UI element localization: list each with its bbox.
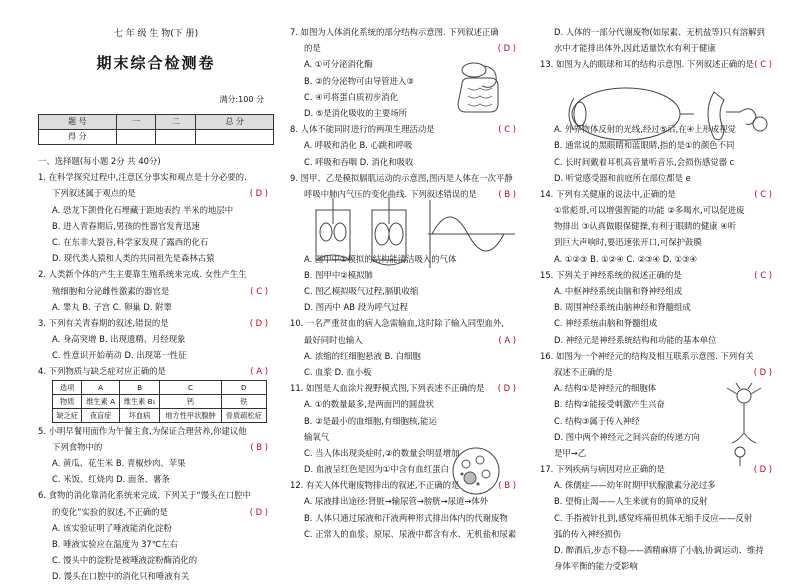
nutrient-cell: 骨质疏松症 bbox=[221, 408, 266, 422]
eyeball-outline bbox=[572, 88, 680, 140]
question-text: 身体平衡的能力受影响 bbox=[554, 561, 638, 572]
breathing-model-figure bbox=[310, 194, 520, 276]
answer-mark: ( A ) bbox=[498, 334, 516, 345]
question-text: C. 当人体出现炎症时,②的数量会明显增加 bbox=[304, 447, 460, 458]
grade-score-cell bbox=[116, 130, 156, 145]
nutrient-cell: 维生素 A bbox=[82, 394, 119, 408]
question-text: 12. 有关人体代谢废物排出的叙述,不正确的是 bbox=[290, 480, 460, 491]
question-text: A. 恐龙下颌骨化石埋藏于距地表约 半米的地层中 bbox=[52, 204, 234, 215]
question-line bbox=[290, 429, 522, 445]
question-line bbox=[38, 471, 274, 487]
grade-header-cell: 二 bbox=[156, 115, 196, 130]
grade-score-cell bbox=[156, 130, 196, 145]
question-text: 呼吸中肺内气压的变化曲线. 下列叙述错误的是 bbox=[304, 188, 477, 199]
small-intestine-coils bbox=[468, 88, 492, 106]
question-line bbox=[540, 267, 778, 283]
answer-mark: ( B ) bbox=[498, 480, 516, 491]
red-blood-cell bbox=[482, 470, 490, 478]
question-text: D. 醉酒后,步态不稳——酒精麻痹了小脑,协调运动、维持 bbox=[554, 545, 764, 555]
outer-ear-shape bbox=[708, 92, 724, 140]
answer-mark: ( C ) bbox=[754, 59, 772, 70]
question-text: 的是 bbox=[304, 43, 321, 54]
question-text: 的变化”实验的叙述,不正确的是 bbox=[52, 506, 168, 517]
question-line bbox=[38, 250, 274, 266]
exam-title: 期末综合检测卷 bbox=[96, 54, 216, 72]
question-text: 10. 一名严重贫血的病人急需输血,这时除了输入同型血外, bbox=[290, 318, 504, 329]
neuron-axon bbox=[732, 403, 756, 443]
nutrient-cell: A bbox=[82, 380, 119, 394]
nutrient-cell: 地方性甲状腺肿 bbox=[160, 408, 221, 422]
answer-mark: ( C ) bbox=[754, 269, 772, 280]
question-line bbox=[540, 56, 778, 72]
question-line bbox=[540, 493, 778, 509]
question-text: D. 图丙中 AB 段为呼气过程 bbox=[304, 302, 408, 313]
cochlea-shape bbox=[753, 117, 767, 131]
question-line bbox=[38, 266, 274, 282]
question-text: B. 通常说的黑眼睛和蓝眼睛,指的是①的颜色不同 bbox=[554, 140, 735, 151]
question-text: ①常彪哥,可以增强智能的功能 ②多喝水,可以促进废 bbox=[554, 205, 745, 216]
nutrient-table bbox=[52, 380, 267, 423]
question-text: 13. 如图为人的眼球和耳的结构示意图. 下列叙述正确的是 bbox=[540, 59, 754, 70]
question-line bbox=[38, 234, 274, 250]
question-line bbox=[540, 526, 778, 542]
full-score: 满分:100 分 bbox=[219, 95, 264, 104]
question-text: B. ②是最小的血细胞,有细胞核,能运 bbox=[304, 415, 437, 426]
nutrient-cell: 选项 bbox=[53, 380, 82, 394]
balloon-a-right bbox=[334, 223, 346, 241]
question-text: D. 馒头在口腔中的消化只和唾液有关 bbox=[52, 571, 190, 582]
microscope-field bbox=[453, 448, 499, 494]
question-text: 11. 如图是人血涂片视野模式图,下列表述不正确的是 bbox=[290, 383, 485, 394]
question-text: A. 睾丸 B. 子宫 C. 卵巢 D. 附睾 bbox=[52, 301, 172, 312]
answer-mark: ( D ) bbox=[753, 366, 772, 377]
question-line bbox=[290, 283, 522, 299]
question-line bbox=[540, 315, 778, 331]
question-text: 4. 下列物质与缺乏症对应正确的是 bbox=[38, 366, 166, 377]
grade-header-cell: 总 分 bbox=[196, 115, 274, 130]
answer-mark: ( B ) bbox=[250, 441, 268, 452]
question-text: 水中才能排出体外,因此适量饮水有利于健康 bbox=[554, 43, 716, 54]
grade-score-label: 得 分 bbox=[39, 130, 117, 145]
question-text: A. 结构①是神经元的细胞体 bbox=[554, 383, 657, 394]
nutrient-cell: 铁 bbox=[221, 394, 266, 408]
question-line bbox=[38, 487, 274, 503]
question-text: C. 结构③属于传入神经 bbox=[554, 415, 640, 426]
question-text: A. 身高突增 B. 出现遗精、月经现象 bbox=[52, 334, 186, 345]
question-line bbox=[540, 542, 778, 558]
platelet bbox=[477, 483, 480, 486]
question-line bbox=[38, 455, 274, 471]
question-text: 9. 图甲、乙是模拟膈肌运动的示意图,图丙是人体在一次平静 bbox=[290, 172, 513, 183]
answer-mark: ( D ) bbox=[249, 317, 268, 328]
question-text: 17. 下列疾病与病因对应正确的是 bbox=[540, 464, 665, 475]
question-text: A. ①可分泌消化酶 bbox=[304, 59, 373, 70]
question-text: C. 在东非大裂谷,科学家发现了露西的化石 bbox=[52, 236, 209, 247]
answer-mark: ( C ) bbox=[250, 285, 268, 296]
question-text: D. 血液呈红色是因为①中含有血红蛋白 bbox=[304, 464, 449, 475]
grade-score-cell bbox=[196, 130, 274, 145]
question-text: C. 米饭、红烧肉 D. 面条、薯条 bbox=[52, 474, 170, 485]
question-text: A. ①的数量最多,是两面凹的圆盘状 bbox=[304, 399, 434, 410]
red-blood-cell bbox=[476, 456, 484, 464]
intestine-shape bbox=[458, 78, 498, 112]
balloon-b-left bbox=[375, 223, 389, 245]
diaphragm-b bbox=[372, 260, 406, 265]
question-line bbox=[540, 186, 778, 202]
answer-mark: ( C ) bbox=[498, 124, 516, 135]
question-line bbox=[540, 283, 778, 299]
question-text: B. 周围神经系统由脑神经和脊髓组成 bbox=[554, 302, 691, 313]
diaphragm-a bbox=[316, 255, 350, 260]
question-line bbox=[290, 413, 522, 429]
question-text: A. 中枢神经系统由脑和脊神经组成 bbox=[554, 286, 683, 296]
neuron-figure bbox=[710, 382, 772, 468]
question-text: 8. 人体不能同时进行的两项生理活动是 bbox=[290, 124, 435, 135]
question-text: B. 人体只通过尿液和汗液两种形式排出体内的代谢废物 bbox=[304, 512, 508, 523]
question-line bbox=[38, 347, 274, 363]
nutrient-cell: 坏血病 bbox=[119, 408, 160, 422]
grade-header-cell: 题 号 bbox=[39, 115, 117, 130]
nutrient-cell: D bbox=[221, 380, 266, 394]
ear-canal-shape bbox=[726, 109, 756, 125]
question-line bbox=[540, 477, 778, 493]
nutrient-cell: B bbox=[119, 380, 160, 394]
nutrient-cell: 夜盲症 bbox=[82, 408, 119, 422]
stomach-shape bbox=[482, 66, 496, 87]
question-text: C. 馒头中的淀粉是被唾液淀粉酶消化的 bbox=[52, 555, 198, 566]
nutrient-cell: 缺乏症 bbox=[53, 408, 82, 422]
balloon-a-left bbox=[320, 223, 332, 241]
question-text: 7. 如图为人体消化系统的部分结构示意图. 下列叙述正确 bbox=[290, 27, 499, 37]
question-text: 下列叙述属于观点的是 bbox=[52, 188, 136, 199]
eye-ear-figure bbox=[564, 84, 774, 146]
question-line bbox=[38, 423, 274, 439]
question-text: C. 性意识开始萌动 D. 出现第一性征 bbox=[52, 350, 187, 361]
question-text: D. ⑤是消化吸收的主要场所 bbox=[304, 107, 408, 118]
question-line bbox=[38, 331, 274, 347]
question-text: C. 神经系统由脑和脊髓组成 bbox=[554, 318, 658, 329]
question-text: 15. 下列关于神经系统的叙述正确的是 bbox=[540, 269, 682, 280]
question-text: C. 呼吸和吞咽 D. 消化和吸收 bbox=[304, 156, 414, 167]
question-text: 是甲→乙 bbox=[554, 447, 587, 458]
liver-shape bbox=[462, 63, 486, 77]
question-line bbox=[540, 299, 778, 315]
question-line bbox=[38, 439, 274, 455]
question-text: B. 唾液实验应在温度为 37℃左右 bbox=[52, 538, 178, 549]
red-blood-cell bbox=[462, 460, 470, 468]
question-line bbox=[290, 24, 522, 40]
question-text: A. 呼吸和消化 B. 心跳和呼吸 bbox=[304, 140, 413, 151]
answer-mark: ( D ) bbox=[249, 506, 268, 517]
question-text: 殖细胞和分泌雌性激素的器官是 bbox=[52, 285, 170, 296]
question-text: 5. 小明早餐用面作为午餐主食,为保证合理营养,你建议他 bbox=[38, 425, 247, 436]
blood-smear-figure bbox=[440, 446, 512, 496]
question-text: 2. 人类新个体的产生主要靠生殖系统来完成. 女性产生生 bbox=[38, 269, 247, 280]
answer-mark: ( A ) bbox=[250, 366, 268, 377]
question-line bbox=[38, 299, 274, 315]
question-text: 14. 下列有关健康的说法中,正确的是 bbox=[540, 188, 676, 199]
question-text: 16. 如图为一个神经元的结构及相互联系示意图. 下列有关 bbox=[540, 350, 754, 361]
question-line bbox=[38, 520, 274, 536]
question-text: C. 正常人的血浆、原尿、尿液中都含有水、无机盐和尿素 bbox=[304, 528, 517, 539]
question-line bbox=[38, 504, 274, 520]
question-text: C. ④可将蛋白质初步消化 bbox=[304, 91, 399, 102]
question-text: 输氧气 bbox=[304, 431, 330, 442]
question-line bbox=[540, 510, 778, 526]
question-line bbox=[38, 315, 274, 331]
question-line bbox=[290, 154, 522, 170]
column-2 bbox=[290, 24, 522, 542]
question-line bbox=[540, 170, 778, 186]
question-line bbox=[38, 218, 274, 234]
question-line bbox=[290, 299, 522, 315]
question-line bbox=[290, 510, 522, 526]
nutrient-cell: 维生素 B₁ bbox=[119, 394, 160, 408]
question-text: 6. 食物的消化靠消化系统来完成. 下列关于“馒头在口腔中 bbox=[38, 490, 251, 501]
question-text: 物排出 ③认真做眼保健操,有利于眼睛的健康 ④听 bbox=[554, 221, 737, 232]
answer-mark: ( D ) bbox=[497, 383, 516, 394]
question-line bbox=[38, 169, 274, 185]
question-line bbox=[290, 40, 522, 56]
question-text: B. 图甲中②模拟肺 bbox=[304, 269, 373, 280]
question-text: C. 手指被针扎到,感觉疼痛但机体无缩手反应——反射 bbox=[554, 512, 753, 523]
white-blood-cell bbox=[464, 472, 476, 484]
answer-mark: ( D ) bbox=[753, 464, 772, 475]
column-1 bbox=[38, 0, 274, 585]
nutrient-cell: 物质 bbox=[53, 394, 82, 408]
question-line bbox=[540, 154, 778, 170]
answer-mark: ( B ) bbox=[498, 188, 516, 199]
question-line bbox=[540, 202, 778, 218]
question-list bbox=[38, 169, 274, 379]
question-line bbox=[38, 536, 274, 552]
question-line bbox=[540, 40, 778, 56]
question-text: B. 进入青春期后,男孩的性器官发育迅速 bbox=[52, 220, 200, 231]
question-line bbox=[38, 202, 274, 218]
question-text: A. 侏儒症——幼年时期甲状腺激素分泌过多 bbox=[554, 480, 716, 491]
balloon-b-right bbox=[389, 223, 403, 245]
question-line bbox=[540, 251, 778, 267]
question-text: A. 尿液排出途径:肾脏→输尿管→膀胱→尿道→体外 bbox=[304, 496, 489, 507]
digestive-system-figure bbox=[448, 56, 510, 116]
question-line bbox=[38, 552, 274, 568]
answer-mark: ( D ) bbox=[249, 188, 268, 199]
neuron-cell-body bbox=[737, 389, 751, 403]
question-text: D. 神经元是神经系统结构和功能的基本单位 bbox=[554, 334, 717, 345]
second-neuron-body bbox=[735, 447, 745, 457]
nutrient-cell: C bbox=[160, 380, 221, 394]
question-line bbox=[540, 558, 778, 574]
question-text: 3. 下列有关青春期的叙述,错误的是 bbox=[38, 317, 169, 328]
question-line bbox=[540, 24, 778, 40]
grade-header-cell: 一 bbox=[116, 115, 156, 130]
grade-table bbox=[38, 114, 274, 145]
question-line bbox=[38, 363, 274, 379]
section-heading: 一、选择题(每小题 2分 共 40分) bbox=[38, 156, 161, 166]
platelet bbox=[461, 473, 464, 476]
question-line bbox=[540, 234, 778, 250]
question-text: 叙述不正确的是 bbox=[554, 366, 613, 377]
exam-subtitle: 七 年 级 生 物(下 册) bbox=[113, 29, 199, 39]
question-text: C. 血浆 D. 血小板 bbox=[304, 366, 372, 377]
question-text: 弧的传入神经损伤 bbox=[554, 528, 621, 539]
question-text: C. 长时间戴着耳机高音量听音乐,会损伤感觉器 c bbox=[554, 156, 735, 167]
question-text: 1. 在科学探究过程中,注意区分事实和观点是十分必要的. bbox=[38, 172, 247, 183]
question-text: B. ②的分泌物可由导管进入③ bbox=[304, 75, 414, 86]
question-line bbox=[540, 364, 778, 380]
question-text: A. 黄瓜、花生米 B. 青椒炒肉、苹果 bbox=[52, 458, 186, 468]
nutrient-cell: 钙 bbox=[160, 394, 221, 408]
question-line bbox=[290, 348, 522, 364]
question-text: D. 图中两个神经元之间兴奋的传递方向 bbox=[554, 431, 700, 442]
question-text: D. 人体的一部分代谢废物(如尿素、无机盐等)只有溶解到 bbox=[554, 27, 765, 37]
lens-shape bbox=[574, 102, 586, 126]
question-text: A. ①②③ B. ①②④ C. ②③④ D. ①③④ bbox=[554, 253, 698, 264]
question-text: D. 听觉感受器和前庭所在部位都是 e bbox=[554, 172, 691, 183]
question-line bbox=[38, 568, 274, 584]
question-text: 最好同时也输入 bbox=[304, 334, 363, 345]
question-text: 下列食物中的 bbox=[52, 441, 103, 452]
question-line bbox=[290, 526, 522, 542]
question-text: B. 结构②能接受刺激产生兴奋 bbox=[554, 399, 665, 410]
question-line bbox=[290, 364, 522, 380]
question-line bbox=[540, 332, 778, 348]
question-text: C. 图乙模拟吸气过程,膈肌收缩 bbox=[304, 286, 419, 296]
question-line bbox=[290, 137, 522, 153]
question-line bbox=[290, 170, 522, 186]
question-text: A. 浓缩的红细胞悬液 B. 白细胞 bbox=[304, 350, 421, 361]
question-line bbox=[290, 396, 522, 412]
answer-mark: ( C ) bbox=[754, 188, 772, 199]
column-3 bbox=[540, 24, 778, 574]
answer-mark: ( D ) bbox=[497, 43, 516, 54]
question-line bbox=[38, 185, 274, 201]
question-line bbox=[290, 332, 522, 348]
question-text: A. 外界物体反射的光线,经过⑤后,在④上形成视觉 bbox=[554, 124, 736, 135]
question-text: D. 现代类人猿和人类的共同祖先是森林古猿 bbox=[52, 253, 215, 264]
question-line bbox=[290, 380, 522, 396]
question-text: B. 望梅止渴——人生来就有的简单的反射 bbox=[554, 496, 708, 507]
question-line bbox=[540, 348, 778, 364]
question-line bbox=[38, 283, 274, 299]
question-line bbox=[540, 218, 778, 234]
question-text: A. 图甲中①模拟的结构能清洁吸入的气体 bbox=[304, 253, 457, 264]
question-text: 到巨大声响时,要迅速张开口,可保护鼓膜 bbox=[554, 237, 702, 248]
question-text: A. 该实验证明了唾液能消化淀粉 bbox=[52, 522, 172, 533]
question-line bbox=[290, 315, 522, 331]
question-list bbox=[38, 423, 274, 585]
question-line bbox=[290, 121, 522, 137]
